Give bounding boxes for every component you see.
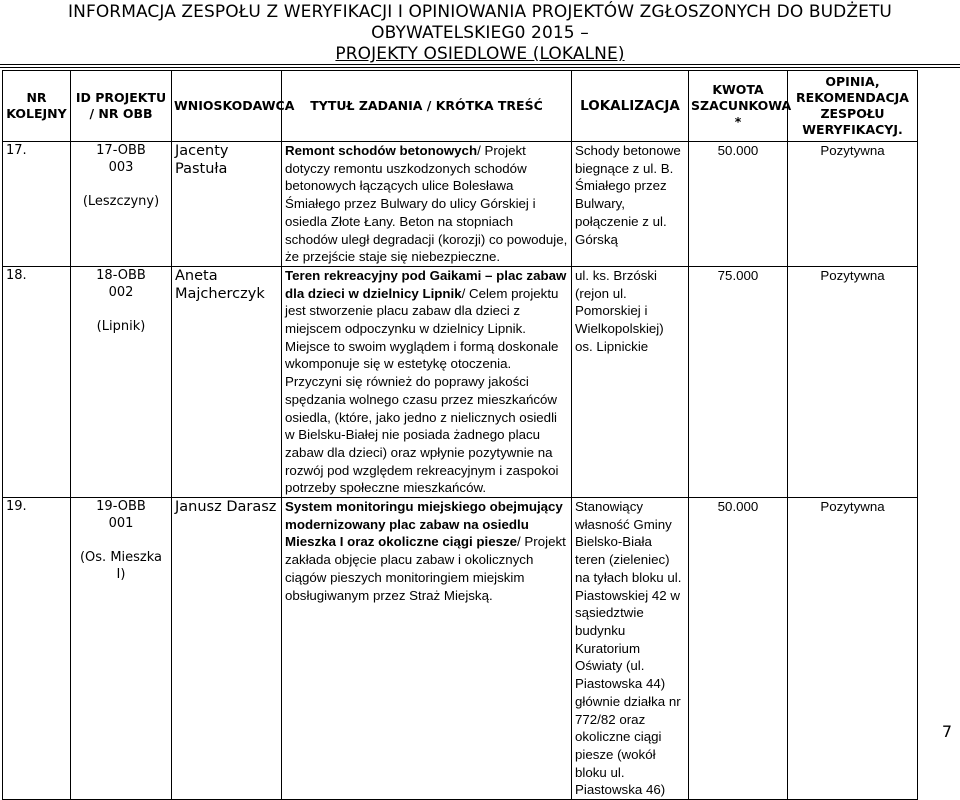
row-opinion: Pozytywna [788, 498, 918, 800]
projects-table [2, 70, 918, 800]
row-nr: 17. [3, 142, 71, 267]
table-row [3, 498, 918, 800]
row-task [282, 142, 572, 267]
project-district: (Leszczyny) [82, 194, 160, 209]
header-id: ID PROJEKTU / NR OBB [71, 71, 172, 142]
row-location: Stanowiący własność Gminy Bielsko-Biała teren (zieleniec) na tyłach bloku ul. Piastowskiej 42 w sąsiedztwie budynku Kuratorium Oświaty (ul. Piastowska 44) głównie działka nr 772/82 oraz okoliczne ciągi piesze (wokół bloku ul. Piastowska 46) [572, 498, 689, 800]
header-amount: KWOTA SZACUNKOWA * [689, 71, 788, 142]
row-nr: 18. [3, 266, 71, 497]
task-description: / Projekt dotyczy remontu uszkodzonych schodów betonowych łączących ulice Bolesława Śmiałego przez Bulwary do ulicy Górskiej i osiedla Złote Łany. Beton na stopniach schodów uległ degradacji (korozji) co powoduje, że przejście staje się niebezpieczne. [285, 143, 568, 265]
title-divider-bottom [0, 67, 960, 68]
document-title [0, 2, 960, 65]
row-opinion: Pozytywna [788, 142, 918, 267]
title-divider-top [0, 64, 960, 65]
task-description: / Celem projektu jest stworzenie placu zabaw dla dzieci z miejscem odpoczynku w dzielnicy Lipnik. Miejsce to swoim wyglądem i formą doskonale wkomponuje się w estetykę otoczenia. Przyczyni się również do poprawy jakości spędzania wolnego czasu przez mieszkańców osiedla, (które, jako jedno z nielicznych osiedli w Bielsku-Białej nie posiada żadnego placu zabaw dla dzieci) oraz wpłynie pozytywnie na rozwój pod względem rekreacyjnym i zaspokoi potrzeby społeczne mieszkańców. [285, 285, 559, 496]
project-number: 002 [108, 284, 134, 300]
header-task: TYTUŁ ZADANIA / KRÓTKA TREŚĆ [282, 71, 572, 142]
row-amount: 50.000 [689, 142, 788, 267]
row-amount: 50.000 [689, 498, 788, 800]
row-location: ul. ks. Brzóski (rejon ul. Pomorskiej i Wielkopolskiej) os. Lipnickie [572, 266, 689, 497]
row-opinion: Pozytywna [788, 266, 918, 497]
document-title-line-2: PROJEKTY OSIEDLOWE (LOKALNE) [335, 44, 625, 64]
header-nr: NR KOLEJNY [3, 71, 71, 142]
row-id [71, 142, 172, 267]
project-number: 003 [108, 160, 134, 175]
task-title: Remont schodów betonowych [285, 143, 478, 158]
project-district: (Lipnik) [96, 318, 146, 334]
project-number: 001 [108, 516, 134, 532]
project-code: 19-OBB [96, 499, 146, 515]
row-id [71, 498, 172, 800]
page-number: 7 [941, 722, 952, 741]
row-amount: 75.000 [689, 266, 788, 497]
document-title-line-1: INFORMACJA ZESPOŁU Z WERYFIKACJI I OPINIOWANIA PROJEKTÓW ZGŁOSZONYCH DO BUDŻETU OBYWATELSKIEG0 2015 – [68, 2, 892, 43]
row-applicant: Aneta Majcherczyk [172, 266, 282, 497]
row-applicant: Janusz Darasz [172, 498, 282, 800]
table-header-row [3, 71, 918, 142]
project-code: 18-OBB [96, 267, 146, 283]
row-task [282, 266, 572, 497]
project-district: (Os. Mieszka I) [79, 550, 163, 583]
task-title: System monitoringu miejskiego obejmujący modernizowany plac zabaw na osiedlu Mieszka I oraz okoliczne ciągi piesze [285, 499, 563, 550]
row-applicant: Jacenty Pastuła [172, 142, 282, 267]
project-code: 17-OBB [96, 143, 146, 158]
table-row [3, 266, 918, 497]
task-description: / Projekt zakłada objęcie placu zabaw i okolicznych ciągów pieszych monitoringiem miejskim obsługiwanym przez Straż Miejską. [285, 534, 566, 603]
row-nr: 19. [3, 498, 71, 800]
header-opinion: OPINIA, REKOMENDACJA ZESPOŁU WERYFIKACYJ. [788, 71, 918, 142]
header-location: LOKALIZACJA [572, 71, 689, 142]
table-row [3, 142, 918, 267]
header-applicant: WNIOSKODAWCA [172, 71, 282, 142]
row-id [71, 266, 172, 497]
task-title: Teren rekreacyjny pod Gaikami – plac zabaw dla dzieci w dzielnicy Lipnik [285, 267, 567, 301]
row-location: Schody betonowe biegnące z ul. B. Śmiałego przez Bulwary, połączenie z ul. Górską [572, 142, 689, 267]
row-task [282, 498, 572, 800]
